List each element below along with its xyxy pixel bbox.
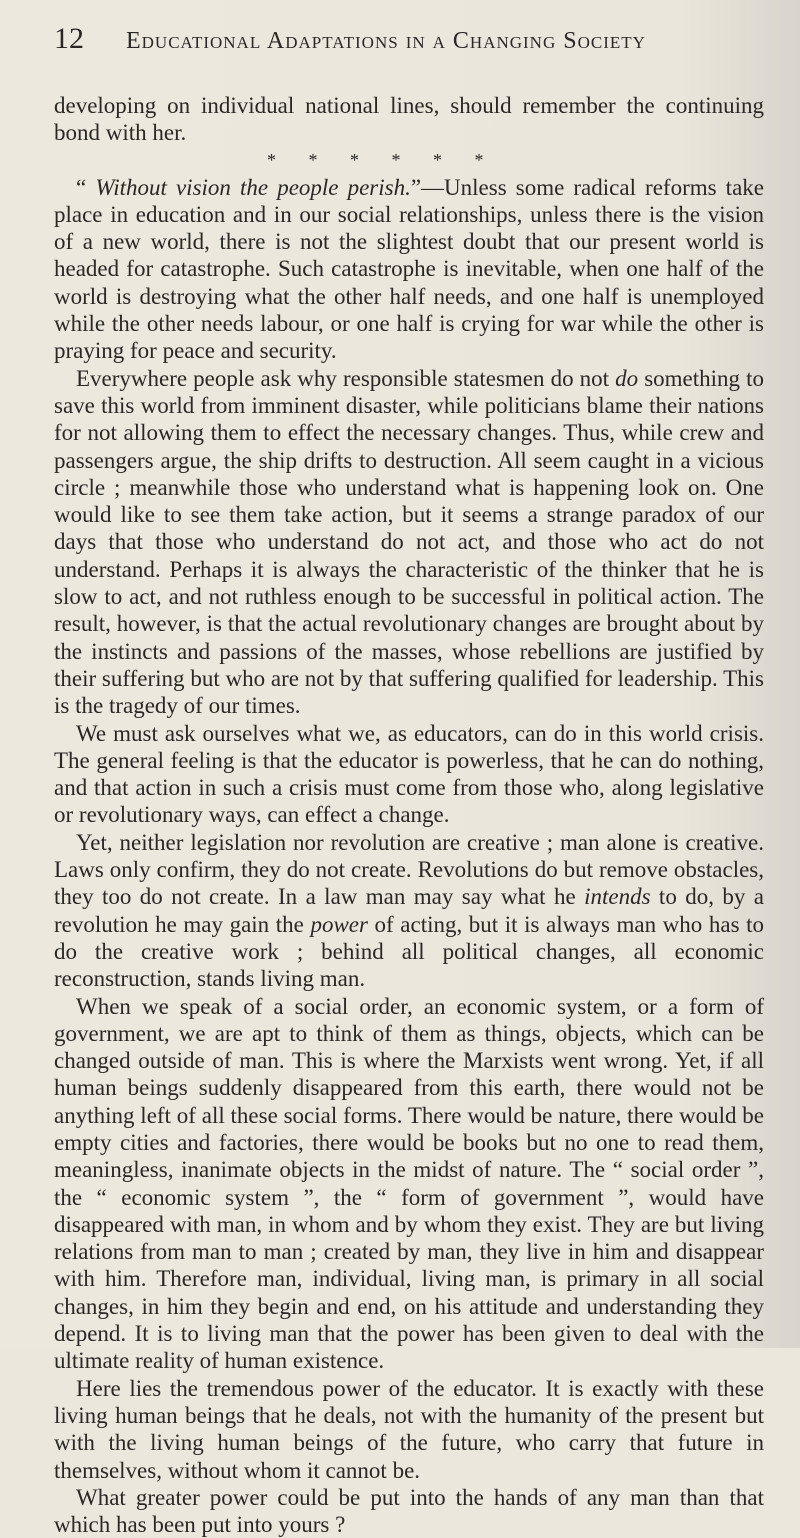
paragraph [54, 1375, 764, 1484]
text-run: ”—Unless some radical reforms take place in education and in our social relationships, unless there is the vision of a new world, there is not the slightest doubt that our present world is headed for catastrophe. Such catastrophe is inevitable, when one half of the world is destroying what the other half needs, and one half is unemployed while the other needs labour, or one half is crying for war while the other is praying for peace and security. [54, 174, 764, 364]
section-separator: * * * * * * [267, 149, 498, 170]
text-run: “ [76, 174, 96, 200]
paragraph-continuation [54, 92, 764, 147]
text-run: Everywhere people ask why responsible statesmen do not [76, 365, 616, 391]
text-run: to do, by a revolution he may gain the [54, 884, 764, 937]
text-run: developing on individual national lines, should remember the continuing bond with her. [54, 93, 764, 146]
emphasis-text: Without vision the people perish. [95, 174, 411, 200]
text-run: Here lies the tremendous power of the educator. It is exactly with these living human beings that he deals, not with the humanity of the present but with the living human beings of the future, who carry that future in themselves, without whom it cannot be. [54, 1375, 764, 1483]
text-run: something to save this world from imminent disaster, while politicians blame their nations for not allowing them to effect the necessary changes. Thus, while crew and passengers argue, the ship drifts to destruction. All seem caught in a vicious circle ; meanwhile those who understand what is happening look on. One would like to see them take action, but it seems a strange paradox of our days that those who understand do not act, and those who act do not understand. Perhaps it is always the characteristic of the thinker that he is slow to act, and not ruthless enough to be successful in political action. The result, however, is that the actual revolutionary changes are brought about by the instincts and passions of the masses, whose rebellions are justified by their suffering but who are not by that suffering qualified for leadership. This is the tragedy of our times. [54, 365, 764, 719]
text-run: of acting, but it is always man who has to do the creative work ; behind all political changes, all economic reconstruction, stands living man. [54, 911, 764, 992]
paragraph [54, 1484, 764, 1538]
text-run: What greater power could be put into the hands of any man than that which has been put into yours ? [54, 1484, 764, 1538]
text-run: Yet, neither legislation nor revolution are creative ; man alone is creative. Laws only confirm, they do not create. Revolutions do but remove obstacles, they too do not create. In a law man may say what he [54, 829, 764, 910]
body-text [54, 92, 764, 1538]
running-head: Educational Adaptations in a Changing Society [126, 28, 646, 54]
emphasis-text: intends [584, 884, 651, 910]
paragraph [54, 993, 764, 1375]
text-run: When we speak of a social order, an economic system, or a form of government, we are apt to think of them as things, objects, which can be changed outside of man. This is where the Marxists went wrong. Yet, if all human beings suddenly disappeared from this earth, there would not be anything left of all these social forms. There would be nature, there would be empty cities and factories, there would be books but no one to read them, meaningless, inanimate objects in the midst of nature. The “ social order ”, the “ economic system ”, the “ form of government ”, would have disappeared with man, in whom and by whom they exist. They are but living relations from man to man ; created by man, they live in him and disappear with him. Therefore man, individual, living man, is primary in all social changes, in him they begin and end, on his attitude and understanding they depend. It is to living man that the power has been given to deal with the ultimate reality of human existence. [54, 993, 764, 1374]
emphasis-text: power [310, 911, 368, 937]
paragraph [54, 829, 764, 993]
page-number: 12 [54, 22, 84, 55]
page-header [54, 22, 764, 58]
paragraph [54, 365, 764, 720]
paragraph [54, 720, 764, 829]
emphasis-text: do [615, 365, 639, 391]
text-run: We must ask ourselves what we, as educators, can do in this world crisis. The general feeling is that the educator is powerless, that he can do nothing, and that action in such a crisis must come from those who, along legislative or revolutionary ways, can effect a change. [54, 720, 764, 828]
paragraph [54, 174, 764, 365]
